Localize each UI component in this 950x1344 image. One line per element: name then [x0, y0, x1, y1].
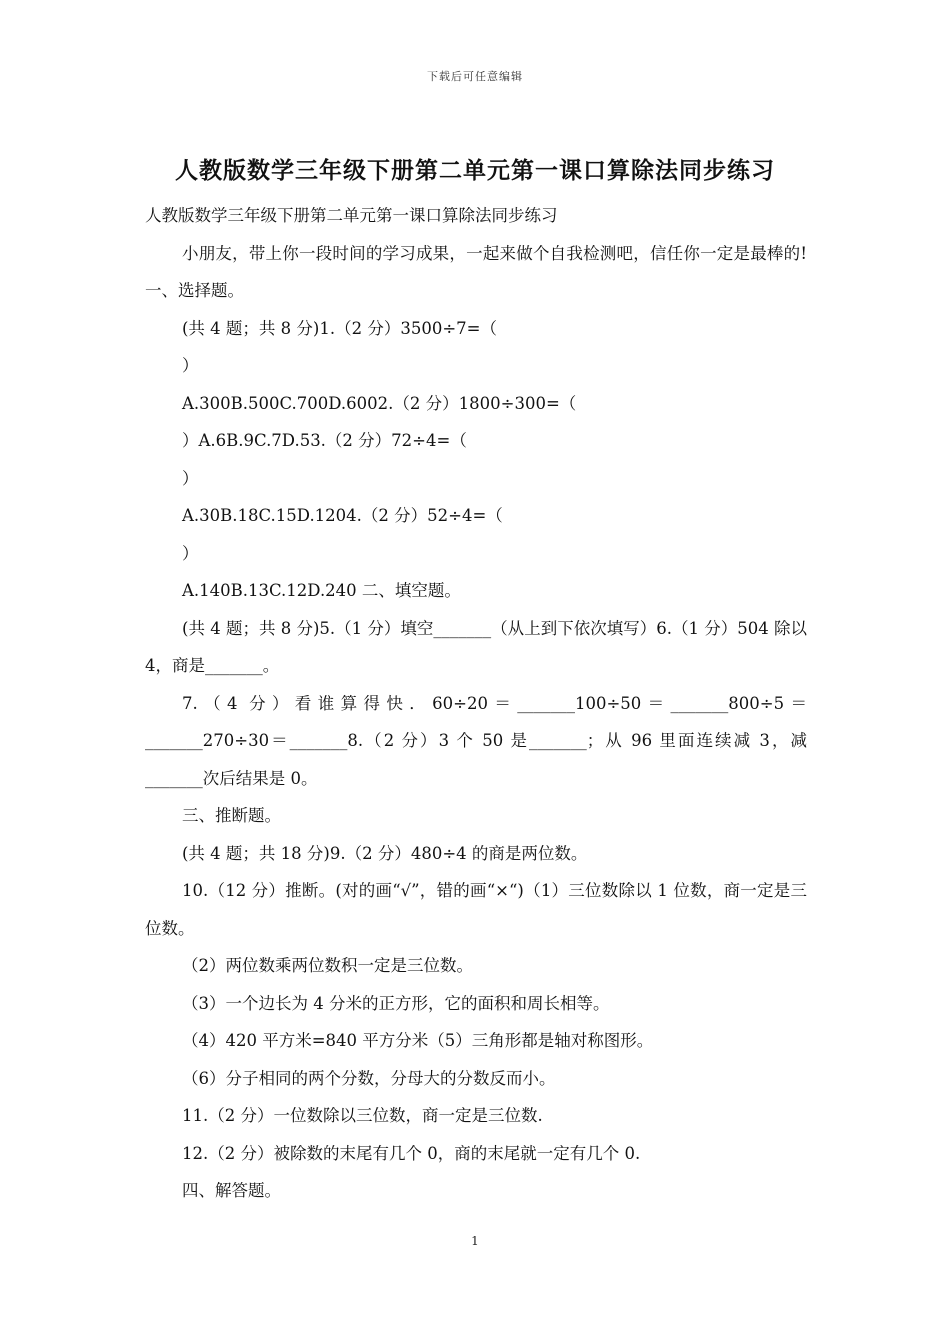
question-11: 11.（2 分）一位数除以三位数，商一定是三位数.: [182, 1106, 543, 1125]
options-4-section-2: A.140B.13C.12D.240 二、填空题。: [182, 581, 461, 600]
options-3-question-4: A.30B.18C.15D.1204.（2 分）52÷4=（: [182, 506, 503, 525]
page-number: 1: [471, 1234, 479, 1248]
questions-5-6: (共 4 题；共 8 分)5.（1 分）填空_______（从上到下依次填写）6.（1 分）504 除以 4，商是_______。: [145, 618, 807, 675]
question-1-close: ）: [182, 356, 199, 375]
question-3-close: ）: [182, 468, 199, 488]
document-title: 人教版数学三年级下册第二单元第一课口算除法同步练习: [175, 157, 775, 184]
section-3-heading: 三、推断题。: [182, 806, 281, 825]
question-10-items-4-5: （4）420 平方米=840 平方分米（5）三角形都是轴对称图形。: [182, 1031, 654, 1050]
question-12: 12.（2 分）被除数的末尾有几个 0，商的末尾就一定有几个 0.: [182, 1143, 641, 1163]
section-4-heading: 四、解答题。: [182, 1181, 281, 1200]
subtitle-line: 人教版数学三年级下册第二单元第一课口算除法同步练习: [145, 206, 558, 225]
header-note: 下载后可任意编辑: [427, 70, 523, 83]
options-2-question-3: ）A.6B.9C.7D.53.（2 分）72÷4=（: [182, 431, 467, 450]
question-10: 10.（12 分）推断。(对的画“√”，错的画“×“)（1）三位数除以 1 位数，商一定是三位数。: [145, 881, 807, 938]
intro-paragraph: 小朋友，带上你一段时间的学习成果，一起来做个自我检测吧，信任你一定是最棒的!一、选择题。: [145, 243, 807, 300]
document-body: [145, 197, 807, 1210]
question-10-item-2: （2）两位数乘两位数积一定是三位数。: [182, 956, 473, 975]
question-4-close: ）: [182, 543, 199, 563]
question-9: (共 4 题；共 18 分)9.（2 分）480÷4 的商是两位数。: [182, 843, 588, 863]
question-10-item-3: （3）一个边长为 4 分米的正方形，它的面积和周长相等。: [182, 993, 610, 1013]
questions-7-8: 7.（4 分）看谁算得快．60÷20＝_______100÷50＝_______800÷5＝_______270÷30＝_______8.（2 分）3 个 50 是_______；从 96 里面连续减 3，减_______次后结果是 0。: [145, 693, 807, 788]
question-10-item-6: （6）分子相同的两个分数，分母大的分数反而小。: [182, 1068, 556, 1088]
question-1: (共 4 题；共 8 分)1.（2 分）3500÷7=（: [182, 318, 497, 338]
options-1-question-2: A.300B.500C.700D.6002.（2 分）1800÷300=（: [182, 393, 577, 413]
